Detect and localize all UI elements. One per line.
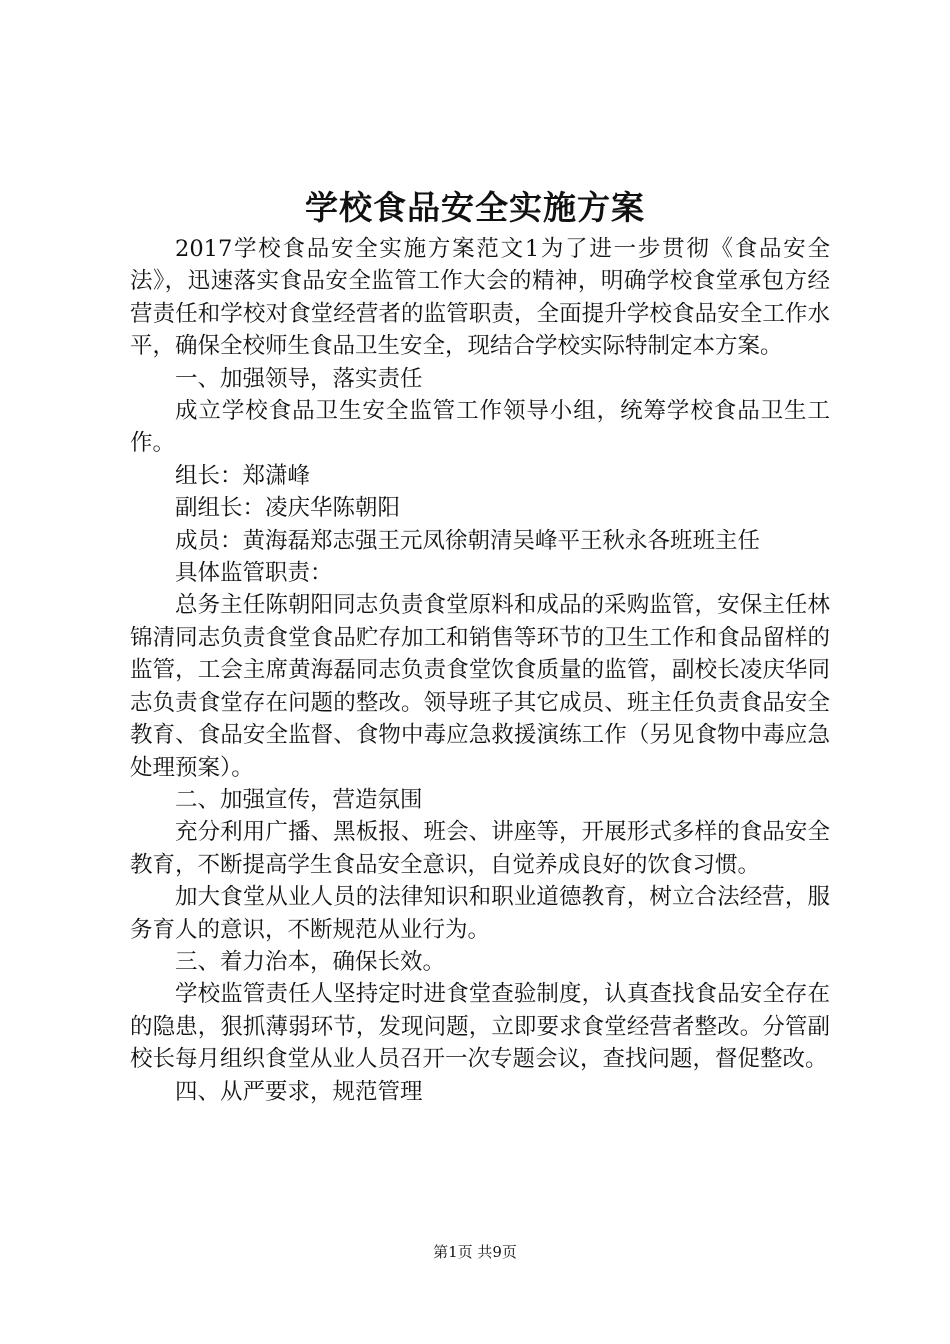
paragraph-staff-education: 加大食堂从业人员的法律知识和职业道德教育，树立合法经营，服务育人的意识，不断规范从业行为。 (130, 884, 830, 943)
section-heading-1: 一、加强领导，落实责任 (175, 365, 423, 392)
paragraph-inspection: 学校监管责任人坚持定时进食堂查验制度，认真查找食品安全存在的隐患，狠抓薄弱环节，发现问题，立即要求食堂经营者整改。分管副校长每月组织食堂从业人员召开一次专题会议，查找问题，督促整改。 (130, 981, 830, 1073)
page-footer: 第1页 共9页 (433, 1243, 517, 1261)
paragraph-group-leader: 组长：郑潇峰 (175, 462, 311, 489)
paragraph-intro: 2017学校食品安全实施方案范文1为了进一步贯彻《食品安全法》，迅速落实食品安全监管工作大会的精神，明确学校食堂承包方经营责任和学校对食堂经营者的监管职责，全面提升学校食品安全工作水平，确保全校师生食品卫生安全，现结合学校实际特制定本方案。 (130, 236, 830, 360)
paragraph-deputy-leader: 副组长：凌庆华陈朝阳 (175, 495, 401, 522)
paragraph-duties: 总务主任陈朝阳同志负责食堂原料和成品的采购监管，安保主任林锦清同志负责食堂食品贮存加工和销售等环节的卫生工作和食品留样的监管，工会主席黄海磊同志负责食堂饮食质量的监管，副校长凌庆华同志负责食堂存在问题的整改。领导班子其它成员、班主任负责食品安全教育、食品安全监督、食物中毒应急救援演练工作（另见食物中毒应急处理预案）。 (130, 592, 830, 781)
paragraph-leading-group: 成立学校食品卫生安全监管工作领导小组，统筹学校食品卫生工作。 (130, 398, 830, 457)
document-title: 学校食品安全实施方案 (305, 188, 645, 227)
document-body (130, 233, 830, 1108)
section-heading-2: 二、加强宣传，营造氛围 (175, 786, 423, 813)
paragraph-duties-heading: 具体监管职责： (175, 560, 333, 587)
section-heading-3: 三、着力治本，确保长效。 (175, 948, 446, 975)
paragraph-publicity: 充分利用广播、黑板报、班会、讲座等，开展形式多样的食品安全教育，不断提高学生食品安全意识，自觉养成良好的饮食习惯。 (130, 819, 830, 878)
section-heading-4: 四、从严要求，规范管理 (175, 1078, 423, 1105)
paragraph-members: 成员：黄海磊郑志强王元凤徐朝清吴峰平王秋永各班班主任 (175, 527, 761, 554)
